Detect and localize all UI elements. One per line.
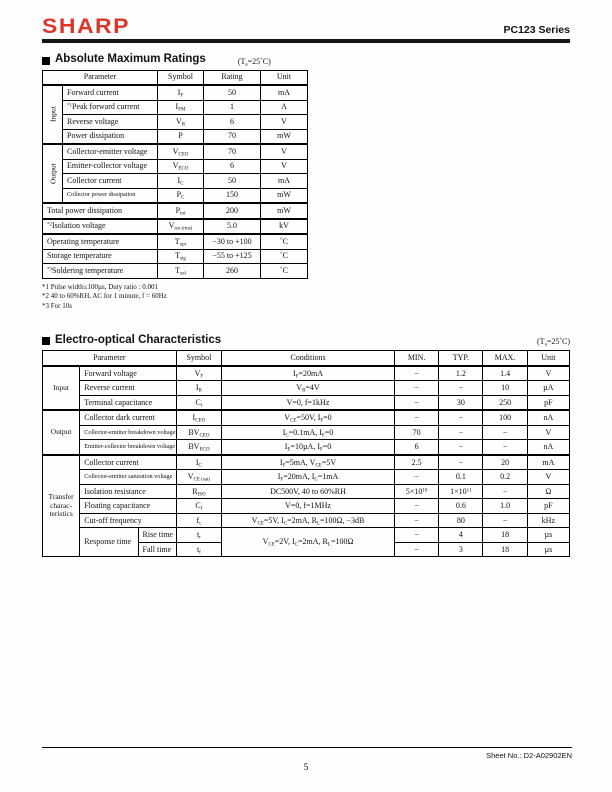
symbol-cell: $P_{tot}$	[158, 203, 204, 219]
param-cell: Rise time	[138, 528, 176, 543]
unit-cell: mW	[261, 188, 308, 203]
col-typ: TYP.	[439, 351, 483, 366]
max-cell: 18	[483, 528, 527, 543]
typ-cell: −	[439, 455, 483, 470]
min-cell: 2.5	[394, 455, 438, 470]
col-rating: Rating	[204, 70, 261, 85]
unit-cell: mA	[261, 174, 308, 189]
max-cell: 0.2	[483, 470, 527, 485]
symbol-cell: $C_f$	[176, 499, 221, 514]
table-row	[43, 219, 308, 235]
param-cell: Collector dark current	[80, 410, 177, 425]
col-min: MIN.	[394, 351, 438, 366]
rating-cell: −55 to +125	[204, 249, 261, 264]
unit-cell: mA	[527, 455, 569, 470]
param-cell: Floating capacitance	[80, 499, 177, 514]
param-cell: $^{*2}$Isolation voltage	[43, 219, 158, 235]
col-max: MAX.	[483, 351, 527, 366]
typ-cell: −	[439, 440, 483, 455]
param-cell: Forward voltage	[80, 366, 177, 381]
unit-cell: mA	[261, 85, 308, 100]
min-cell: 70	[394, 425, 438, 440]
footnote: *2 40 to 60%RH, AC for 1 minute, f = 60Hz	[42, 292, 167, 301]
unit-cell: ˚C	[261, 234, 308, 249]
table-row	[43, 499, 570, 514]
typ-cell: 0.1	[439, 470, 483, 485]
eo-table	[42, 350, 570, 557]
group-label-output: Output	[43, 144, 63, 203]
unit-cell: kHz	[527, 513, 569, 528]
unit-cell: V	[527, 425, 569, 440]
unit-cell: µs	[527, 542, 569, 557]
symbol-cell: $I_C$	[158, 174, 204, 189]
masthead	[42, 12, 570, 36]
conditions-cell: V=0, f=1MHz	[222, 499, 395, 514]
symbol-cell: $BV_{ECO}$	[176, 440, 221, 455]
table-row	[43, 203, 308, 219]
unit-cell: nA	[527, 440, 569, 455]
symbol-cell: $I_{FM}$	[158, 100, 204, 115]
abs-max-title: Absolute Maximum Ratings	[55, 53, 206, 65]
symbol-cell: $t_f$	[176, 542, 221, 557]
conditions-cell: $I_F=5mA$, $V_{CE}=5V$	[222, 455, 395, 470]
rating-cell: 70	[204, 129, 261, 144]
conditions-cell: $I_F=20mA$, $I_C=1mA$	[222, 470, 395, 485]
conditions-cell: $V_R=4V$	[222, 381, 395, 396]
table-row	[43, 264, 308, 279]
col-symbol: Symbol	[176, 351, 221, 366]
rating-cell: 70	[204, 144, 261, 159]
symbol-cell: $I_C$	[176, 455, 221, 470]
col-unit: Unit	[261, 70, 308, 85]
table-row	[43, 129, 308, 144]
param-cell: Total power dissipation	[43, 203, 158, 219]
rating-cell: 260	[204, 264, 261, 279]
col-conditions: Conditions	[222, 351, 395, 366]
table-row	[43, 366, 570, 381]
typ-cell: −	[439, 381, 483, 396]
min-cell: −	[394, 410, 438, 425]
table-header-row	[43, 70, 308, 85]
abs-max-table	[42, 70, 308, 279]
group-label-input: Input	[43, 85, 63, 144]
footnote: *3 For 10s	[42, 302, 72, 311]
unit-cell: kV	[261, 219, 308, 235]
table-row	[43, 513, 570, 528]
eo-title: Electro-optical Characteristics	[55, 333, 222, 346]
symbol-cell: $T_{sol}$	[158, 264, 204, 279]
typ-cell: 0.6	[439, 499, 483, 514]
rating-cell: 1	[204, 100, 261, 115]
table-row	[43, 410, 570, 425]
eo-temp-note: $(T_a=25˚C)$	[537, 337, 570, 348]
table-row	[43, 234, 308, 249]
param-cell: Isolation resistance	[80, 484, 177, 499]
symbol-cell: $V_{iso (rms)}$	[158, 219, 204, 235]
symbol-cell: $f_c$	[176, 513, 221, 528]
table-row	[43, 381, 570, 396]
conditions-cell: DC500V, 40 to 60%RH	[222, 484, 395, 499]
rating-cell: 6	[204, 159, 261, 174]
conditions-cell: $I_E=10\mu A$, $I_F=0$	[222, 440, 395, 455]
unit-cell: µA	[527, 381, 569, 396]
conditions-cell: V=0, f=1kHz	[222, 395, 395, 410]
max-cell: 1.0	[483, 499, 527, 514]
conditions-cell: $I_F=20mA$	[222, 366, 395, 381]
rating-cell: 6	[204, 115, 261, 130]
unit-cell: µs	[527, 528, 569, 543]
conditions-cell: $V_{CE}=5V$, $I_C=2mA$, $R_L=100\Omega$, −3dB	[222, 513, 395, 528]
header-rule	[42, 39, 570, 43]
col-parameter: Parameter	[43, 70, 158, 85]
table-row	[43, 425, 570, 440]
group-label-input: Input	[43, 366, 80, 411]
min-cell: −	[394, 528, 438, 543]
col-symbol: Symbol	[158, 70, 204, 85]
col-parameter: Parameter	[43, 351, 177, 366]
max-cell: 250	[483, 395, 527, 410]
symbol-cell: $V_R$	[158, 115, 204, 130]
table-row	[43, 115, 308, 130]
symbol-cell: $R_{ISO}$	[176, 484, 221, 499]
abs-max-footnotes	[42, 283, 570, 312]
typ-cell: 3	[439, 542, 483, 557]
table-row	[43, 484, 570, 499]
symbol-cell: $I_F$	[158, 85, 204, 100]
abs-max-heading	[42, 54, 570, 66]
rating-cell: 5.0	[204, 219, 261, 235]
table-row	[43, 85, 308, 100]
unit-cell: Ω	[527, 484, 569, 499]
rating-cell: 50	[204, 85, 261, 100]
table-header-row	[43, 351, 570, 366]
table-row	[43, 528, 570, 543]
param-cell: Forward current	[63, 85, 158, 100]
param-cell: $^{*1}$Peak forward current	[63, 100, 158, 115]
param-cell: Reverse voltage	[63, 115, 158, 130]
param-cell: Operating temperature	[43, 234, 158, 249]
min-cell: −	[394, 395, 438, 410]
section-bullet-icon	[42, 337, 50, 345]
conditions-cell: $V_{CE}=2V$, $I_C=2mA$, $R_L=100\Omega$	[222, 528, 395, 557]
min-cell: −	[394, 381, 438, 396]
min-cell: 6	[394, 440, 438, 455]
min-cell: −	[394, 499, 438, 514]
symbol-cell: $t_r$	[176, 528, 221, 543]
rating-cell: 150	[204, 188, 261, 203]
max-cell: 20	[483, 455, 527, 470]
max-cell: 10	[483, 381, 527, 396]
typ-cell: 1.2	[439, 366, 483, 381]
unit-cell: V	[261, 144, 308, 159]
unit-cell: nA	[527, 410, 569, 425]
param-cell: Cut-off frequency	[80, 513, 177, 528]
max-cell: 1.4	[483, 366, 527, 381]
unit-cell: A	[261, 100, 308, 115]
conditions-cell: $I_C=0.1mA$, $I_F=0$	[222, 425, 395, 440]
param-cell: Collector current	[63, 174, 158, 189]
typ-cell: 4	[439, 528, 483, 543]
abs-max-temp-note: $(T_a=25˚C)$	[237, 56, 271, 67]
param-cell: Collector-emitter saturation voltage	[80, 470, 177, 485]
table-row	[43, 395, 570, 410]
page-number: 5	[303, 763, 309, 773]
sharp-logo: SHARP	[42, 13, 131, 38]
symbol-cell: $C_t$	[176, 395, 221, 410]
conditions-cell: $V_{CE}=50V$, $I_F=0$	[222, 410, 395, 425]
param-cell: Collector current	[80, 455, 177, 470]
footer-rule	[42, 747, 572, 748]
min-cell: −	[394, 470, 438, 485]
param-cell: $^{*3}$Soldering temperature	[43, 264, 158, 279]
table-row	[43, 100, 308, 115]
symbol-cell: $V_{ECO}$	[158, 159, 204, 174]
table-row	[43, 174, 308, 189]
max-cell: −	[483, 425, 527, 440]
param-cell: Collector-emitter voltage	[63, 144, 158, 159]
min-cell: −	[394, 513, 438, 528]
group-label-transfer: Transfer charac- teristics	[43, 455, 80, 557]
symbol-cell: $T_{stg}$	[158, 249, 204, 264]
unit-cell: pF	[527, 395, 569, 410]
symbol-cell: $V_F$	[176, 366, 221, 381]
footnote: *1 Pulse width≤100µs, Duty ratio : 0.001	[42, 282, 158, 291]
max-cell: −	[483, 513, 527, 528]
typ-cell: 80	[439, 513, 483, 528]
max-cell: 100	[483, 410, 527, 425]
min-cell: −	[394, 366, 438, 381]
table-row	[43, 188, 308, 203]
param-cell: Power dissipation	[63, 129, 158, 144]
table-row	[43, 159, 308, 174]
symbol-cell: $V_{CE (sat)}$	[176, 470, 221, 485]
unit-cell: V	[527, 470, 569, 485]
param-cell: Collector-emitter breakdown voltage	[80, 425, 177, 440]
col-unit: Unit	[527, 351, 569, 366]
eo-heading	[42, 335, 570, 347]
group-label-output: Output	[43, 410, 80, 455]
table-row	[43, 455, 570, 470]
unit-cell: V	[261, 115, 308, 130]
typ-cell: $1\times 10^{11}$	[439, 484, 483, 499]
unit-cell: mW	[261, 203, 308, 219]
max-cell: −	[483, 484, 527, 499]
max-cell: 18	[483, 542, 527, 557]
symbol-cell: $I_{CEO}$	[176, 410, 221, 425]
symbol-cell: $BV_{CEO}$	[176, 425, 221, 440]
rating-cell: 50	[204, 174, 261, 189]
table-row	[43, 249, 308, 264]
eo-heading-left	[42, 335, 221, 347]
typ-cell: −	[439, 410, 483, 425]
unit-cell: pF	[527, 499, 569, 514]
unit-cell: V	[527, 366, 569, 381]
unit-cell: mW	[261, 129, 308, 144]
param-cell: Storage temperature	[43, 249, 158, 264]
sheet-number: Sheet No.: D2-A02902EN	[486, 751, 572, 760]
param-cell: Collector power dissipation	[63, 188, 158, 203]
param-cell: Fall time	[138, 542, 176, 557]
table-row	[43, 144, 308, 159]
param-cell: Emitter-collector breakdown voltage	[80, 440, 177, 455]
unit-cell: ˚C	[261, 249, 308, 264]
series-title: PC123 Series	[503, 24, 570, 36]
symbol-cell: $P_C$	[158, 188, 204, 203]
typ-cell: 30	[439, 395, 483, 410]
symbol-cell: $T_{opr}$	[158, 234, 204, 249]
table-row	[43, 470, 570, 485]
symbol-cell: $I_R$	[176, 381, 221, 396]
min-cell: −	[394, 542, 438, 557]
min-cell: $5\times 10^{10}$	[394, 484, 438, 499]
symbol-cell: P	[158, 129, 204, 144]
max-cell: −	[483, 440, 527, 455]
typ-cell: −	[439, 425, 483, 440]
section-bullet-icon	[42, 57, 50, 65]
param-cell: Reverse current	[80, 381, 177, 396]
param-cell: Terminal capacitance	[80, 395, 177, 410]
symbol-cell: $V_{CEO}$	[158, 144, 204, 159]
param-cell: Emitter-collector voltage	[63, 159, 158, 174]
unit-cell: ˚C	[261, 264, 308, 279]
table-row	[43, 440, 570, 455]
response-time-label: Response time	[80, 528, 138, 557]
rating-cell: −30 to +100	[204, 234, 261, 249]
rating-cell: 200	[204, 203, 261, 219]
unit-cell: V	[261, 159, 308, 174]
